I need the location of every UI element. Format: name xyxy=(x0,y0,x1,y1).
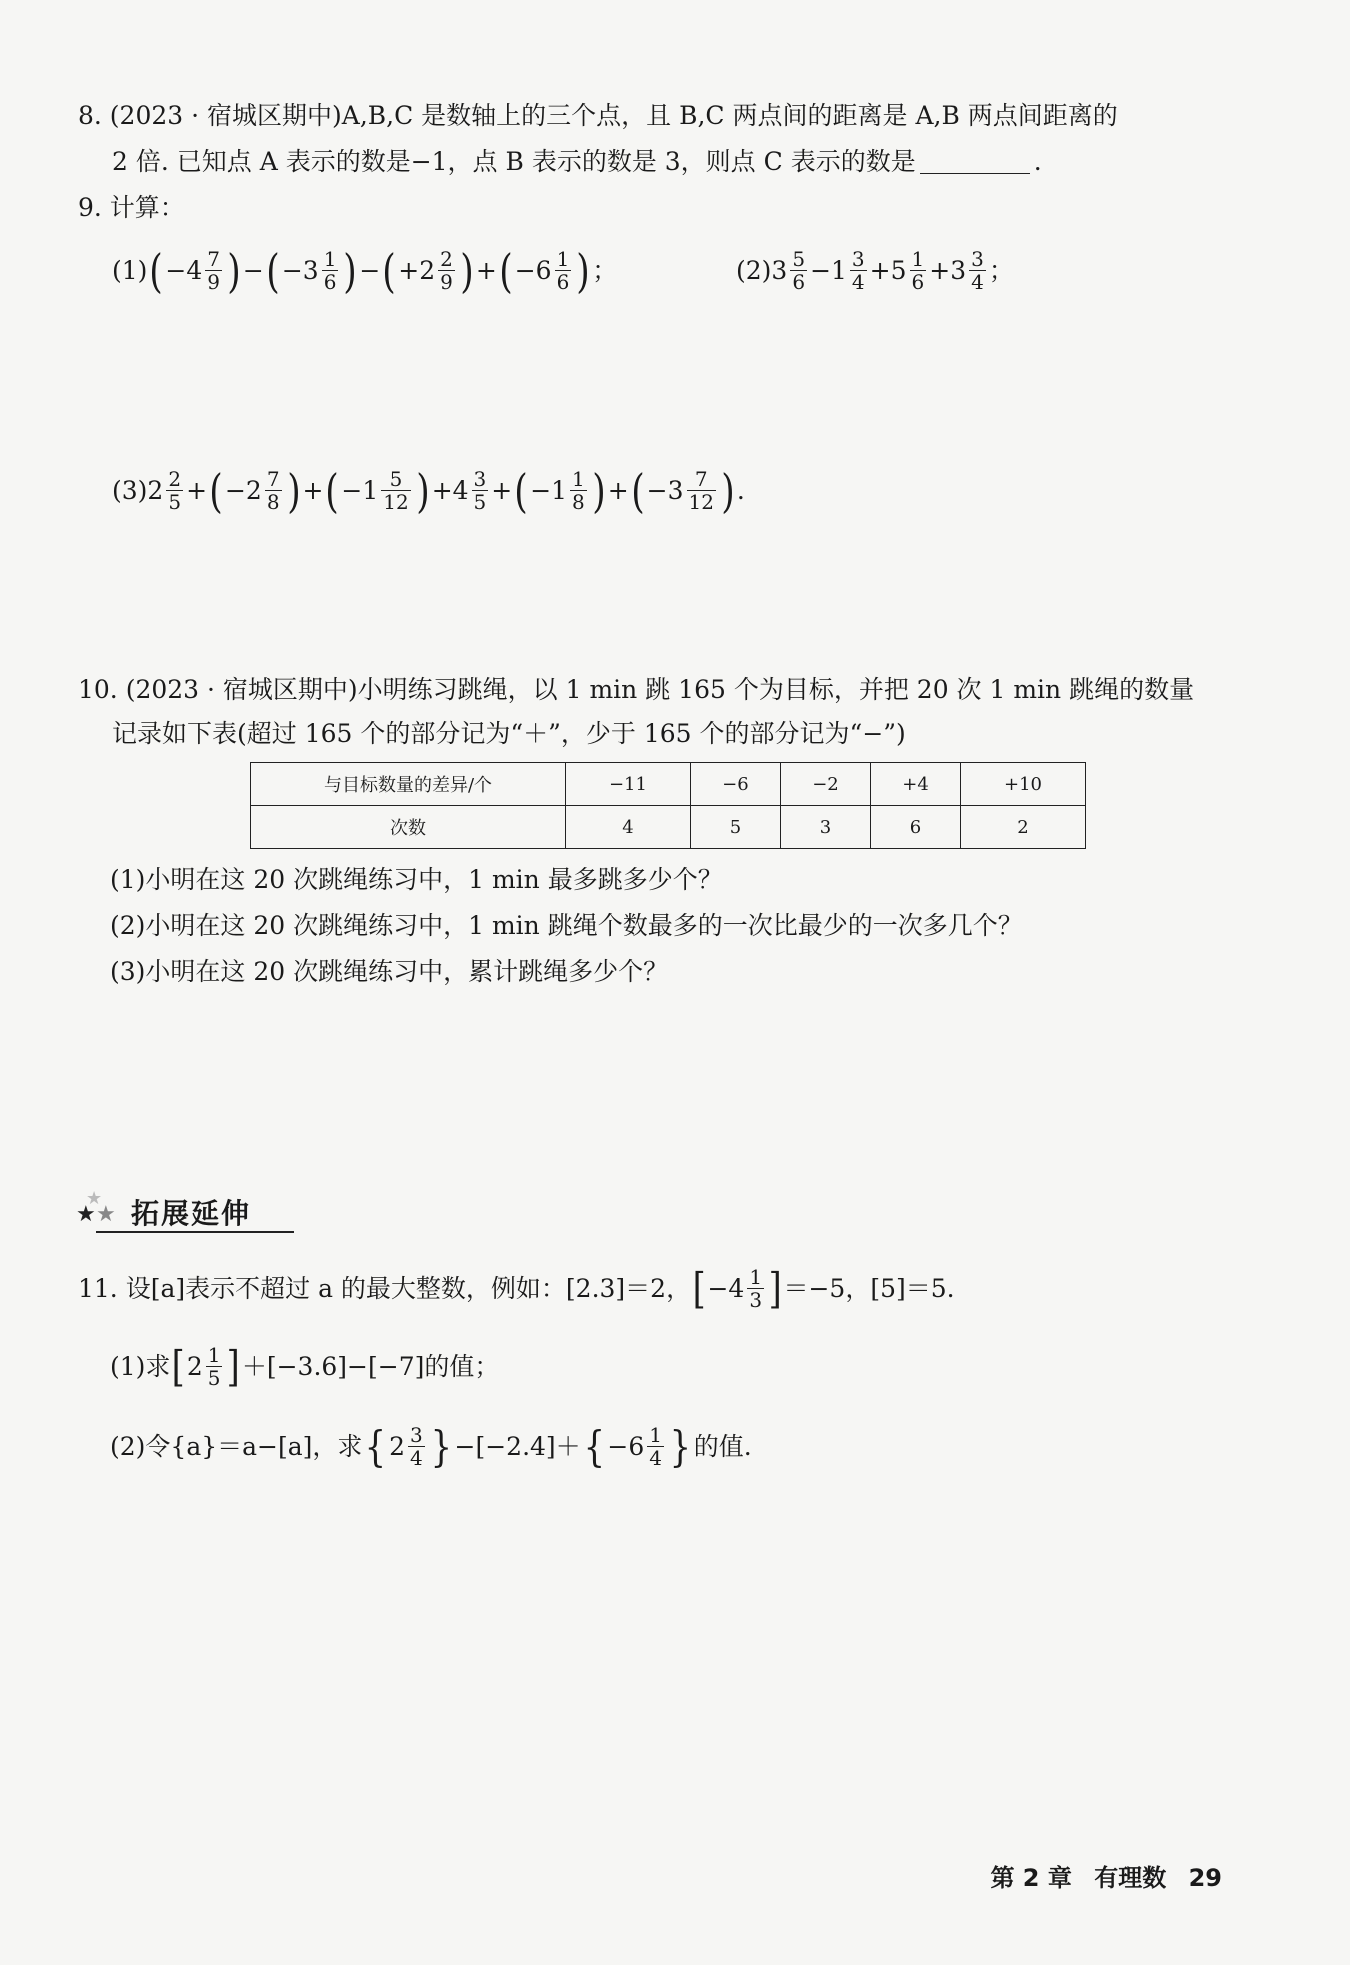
table-cell: +4 xyxy=(871,763,961,806)
q10-sub2: (2)小明在这 20 次跳绳练习中，1 min 跳绳个数最多的一次比最少的一次多几个？ xyxy=(110,911,1023,940)
footer-chapter: 第 2 章 xyxy=(990,1864,1072,1892)
table-row xyxy=(251,763,1086,806)
q9-part1: (1) ( −4 $\frac{7}{9}$ ) − ( −3 $\frac{1}{6}$ ) − ( +2 $\frac{2}{9}$ ) + ( −6 $\frac{1}{6}$ ) ； xyxy=(112,243,618,298)
answer-blank[interactable] xyxy=(920,145,1030,174)
q8-line2-end: . xyxy=(1033,147,1042,176)
table-cell: −11 xyxy=(566,763,691,806)
q8-line2 xyxy=(112,142,1042,182)
table-cell: 3 xyxy=(780,806,870,849)
jump-rope-table xyxy=(250,762,1086,849)
q11-part2-mid: −[−2.4]＋ xyxy=(454,1431,581,1461)
q10-sub3: (3)小明在这 20 次跳绳练习中，累计跳绳多少个？ xyxy=(110,957,669,986)
star-icon: ★ xyxy=(86,1188,103,1209)
section-title: 拓展延伸 xyxy=(131,1197,252,1230)
q9-part2-label: (2) xyxy=(736,255,772,285)
table-cell: 4 xyxy=(566,806,691,849)
q8-line2-text: 2 倍. 已知点 A 表示的数是−1，点 B 表示的数是 3，则点 C 表示的数是 xyxy=(112,147,916,176)
star-icon: ★ xyxy=(96,1202,116,1227)
q10-line2: 记录如下表(超过 165 个的部分记为“＋”，少于 165 个的部分记为“−”) xyxy=(112,719,906,748)
q9-heading: 9. 计算： xyxy=(78,193,185,222)
q9-part2: (2) 3 $\frac{5}{6}$ −1 $\frac{3}{4}$ +5 $\frac{1}{6}$ +3 $\frac{3}{4}$ ； xyxy=(736,247,1014,294)
q11-part2: (2)令{a}＝a−[a]，求 { 2 $\frac{3}{4}$ } −[−2.4]＋ { −6 $\frac{1}{4}$ } 的值. xyxy=(110,1421,752,1471)
q8-line1: 8. (2023 · 宿城区期中)A,B,C 是数轴上的三个点，且 B,C 两点间的距离是 A,B 两点间距离的 xyxy=(78,101,1118,130)
table-cell: 2 xyxy=(961,806,1086,849)
q11-part1: (1)求 [ 2 $\frac{1}{5}$ ] ＋[−3.6]−[−7]的值； xyxy=(110,1341,500,1391)
q11-part2-tail: 的值. xyxy=(693,1431,752,1461)
q11-part1-tail: ＋[−3.6]−[−7]的值； xyxy=(241,1351,500,1381)
q11-part1-label: (1)求 xyxy=(110,1351,171,1381)
q9-part3-label: (3) xyxy=(112,475,148,505)
table-cell: 5 xyxy=(690,806,780,849)
page-footer xyxy=(976,1858,1222,1893)
q10-line1: 10. (2023 · 宿城区期中)小明练习跳绳，以 1 min 跳 165 个为目标，并把 20 次 1 min 跳绳的数量 xyxy=(78,675,1195,704)
page-number: 29 xyxy=(1188,1864,1222,1892)
table-cell: 6 xyxy=(871,806,961,849)
table-cell: −2 xyxy=(780,763,870,806)
q9-part3: (3) 2 $\frac{2}{5}$ + ( −2 $\frac{7}{8}$ ) + ( −1 $\frac{5}{12}$ ) +4 $\frac{3}{5}$ + ( −1 $\frac{1}{8}$ ) + ( −3 $\frac{7}{12}$ ) . xyxy=(112,463,745,518)
q11-part2-label: (2)令{a}＝a−[a]，求 xyxy=(110,1431,363,1461)
section-header xyxy=(76,1188,291,1238)
q11-intro: 11. 设[a]表示不超过 a 的最大整数，例如：[2.3]＝2， [ −4 $\frac{1}{3}$ ] ＝−5，[5]＝5. xyxy=(78,1263,955,1313)
section-rule xyxy=(96,1231,294,1233)
table-header-count: 次数 xyxy=(251,806,566,849)
star-icon: ★ xyxy=(76,1202,96,1227)
table-cell: −6 xyxy=(690,763,780,806)
table-cell: +10 xyxy=(961,763,1086,806)
q9-part1-label: (1) xyxy=(112,255,148,285)
table-header-difference: 与目标数量的差异/个 xyxy=(251,763,566,806)
q11-intro-a: 11. 设[a]表示不超过 a 的最大整数，例如：[2.3]＝2， xyxy=(78,1273,692,1303)
table-row xyxy=(251,806,1086,849)
q11-intro-b: ＝−5，[5]＝5. xyxy=(783,1273,955,1303)
q10-sub1: (1)小明在这 20 次跳绳练习中，1 min 最多跳多少个？ xyxy=(110,865,723,894)
footer-chapter-title: 有理数 xyxy=(1094,1864,1167,1892)
